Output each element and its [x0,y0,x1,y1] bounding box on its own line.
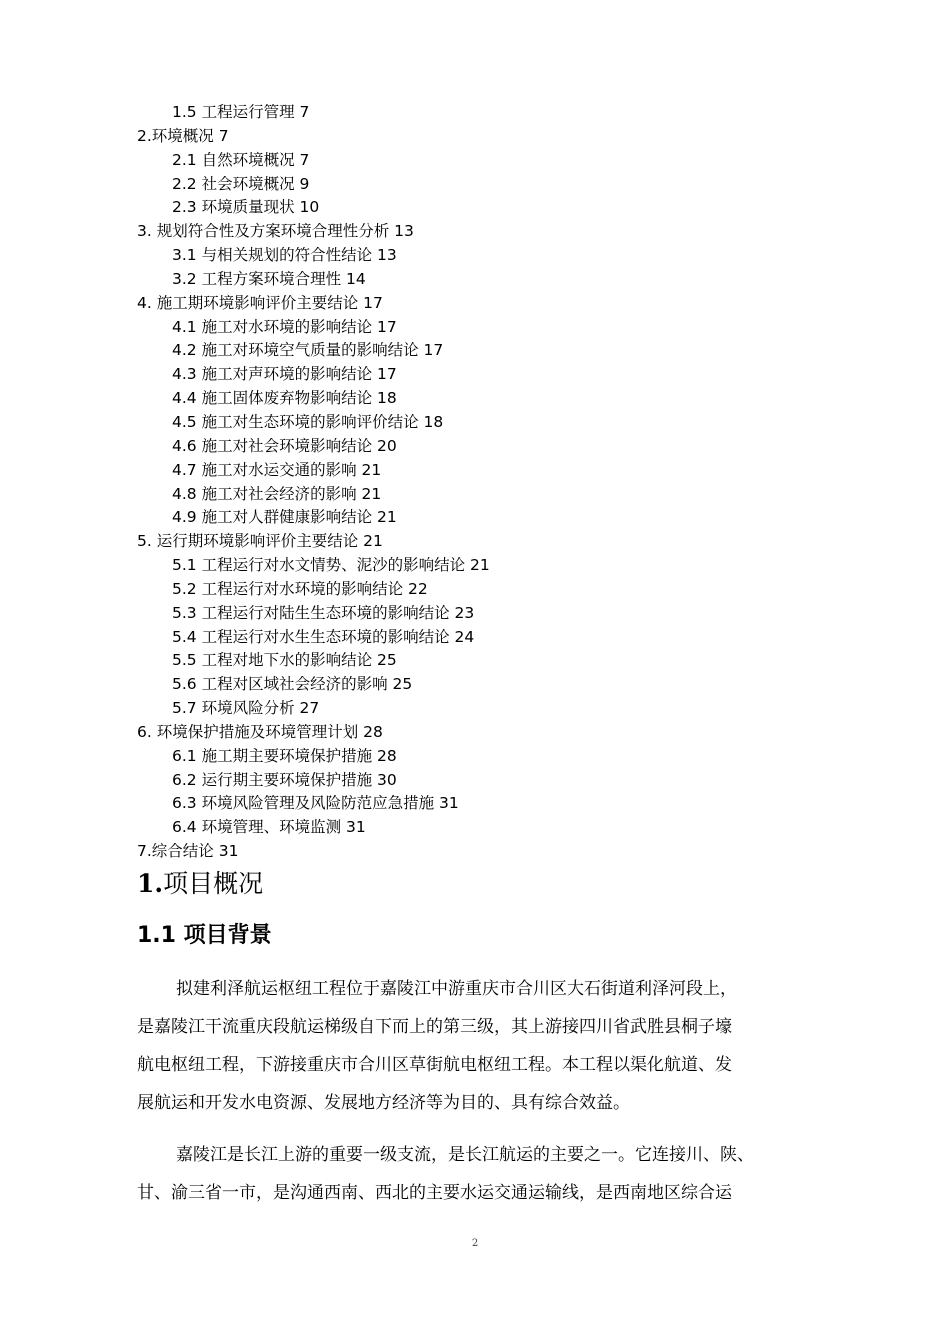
toc-chapter-entry[interactable]: 2.环境概况 7 [137,126,229,145]
section-heading: 1.1 项目背景 [137,923,272,948]
toc-chapter-entry[interactable]: 6. 环境保护措施及环境管理计划 28 [137,722,383,741]
toc-section-entry[interactable]: 4.6 施工对社会环境影响结论 20 [172,436,397,455]
paragraph-line: 嘉陵江是长江上游的重要一级支流，是长江航运的主要之一。它连接川、陕、 [176,1145,754,1165]
chapter-title: 项目概况 [163,869,264,898]
page-number: 2 [471,1238,479,1249]
chapter-heading [137,866,263,902]
toc-section-entry[interactable]: 5.3 工程运行对陆生生态环境的影响结论 23 [172,603,475,622]
toc-section-entry[interactable]: 5.7 环境风险分析 27 [172,699,320,718]
toc-section-entry[interactable]: 6.1 施工期主要环境保护措施 28 [172,746,397,765]
toc-section-entry[interactable]: 6.2 运行期主要环境保护措施 30 [172,770,397,789]
table-of-contents [0,101,950,864]
toc-section-entry[interactable]: 4.4 施工固体废弃物影响结论 18 [172,389,397,408]
toc-chapter-entry[interactable]: 7.综合结论 31 [137,842,239,861]
toc-section-entry[interactable]: 6.3 环境风险管理及风险防范应急措施 31 [172,794,459,813]
toc-section-entry[interactable]: 4.5 施工对生态环境的影响评价结论 18 [172,412,444,431]
toc-section-entry[interactable]: 2.3 环境质量现状 10 [172,198,320,217]
toc-section-entry[interactable]: 5.1 工程运行对水文情势、泥沙的影响结论 21 [172,556,490,575]
toc-section-entry[interactable]: 5.2 工程运行对水环境的影响结论 22 [172,579,428,598]
toc-chapter-entry[interactable]: 3. 规划符合性及方案环境合理性分析 13 [137,222,414,241]
toc-section-entry[interactable]: 5.4 工程运行对水生生态环境的影响结论 24 [172,627,475,646]
chapter-number: 1. [137,869,164,898]
toc-section-entry[interactable]: 4.7 施工对水运交通的影响 21 [172,460,382,479]
toc-section-entry[interactable]: 4.3 施工对声环境的影响结论 17 [172,365,397,384]
paragraph-line: 航电枢纽工程，下游接重庆市合川区草街航电枢纽工程。本工程以渠化航道、发 [137,1055,732,1075]
paragraph-line: 拟建利泽航运枢纽工程位于嘉陵江中游重庆市合川区大石街道利泽河段上， [176,979,737,999]
toc-section-entry[interactable]: 6.4 环境管理、环境监测 31 [172,818,366,837]
paragraph-line: 是嘉陵江干流重庆段航运梯级自下而上的第三级，其上游接四川省武胜县桐子壕 [137,1017,732,1037]
toc-section-entry[interactable]: 2.2 社会环境概况 9 [172,174,310,193]
toc-section-entry[interactable]: 4.1 施工对水环境的影响结论 17 [172,317,397,336]
toc-section-entry[interactable]: 2.1 自然环境概况 7 [172,150,310,169]
paragraph-line: 展航运和开发水电资源、发展地方经济等为目的、具有综合效益。 [137,1093,630,1113]
toc-section-entry[interactable]: 3.2 工程方案环境合理性 14 [172,269,366,288]
toc-section-entry[interactable]: 3.1 与相关规划的符合性结论 13 [172,246,397,265]
paragraph-2 [137,1136,827,1212]
toc-section-entry[interactable]: 5.5 工程对地下水的影响结论 25 [172,651,397,670]
toc-chapter-entry[interactable]: 5. 运行期环境影响评价主要结论 21 [137,532,383,551]
toc-section-entry[interactable]: 4.9 施工对人群健康影响结论 21 [172,508,397,527]
toc-section-entry[interactable]: 4.2 施工对环境空气质量的影响结论 17 [172,341,444,360]
toc-section-entry[interactable]: 5.6 工程对区域社会经济的影响 25 [172,675,413,694]
toc-chapter-entry[interactable]: 4. 施工期环境影响评价主要结论 17 [137,293,383,312]
toc-section-entry[interactable]: 4.8 施工对社会经济的影响 21 [172,484,382,503]
paragraph-1 [137,970,827,1122]
toc-section-entry[interactable]: 1.5 工程运行管理 7 [172,103,310,121]
paragraph-line: 甘、渝三省一市，是沟通西南、西北的主要水运交通运输线，是西南地区综合运 [137,1183,732,1203]
